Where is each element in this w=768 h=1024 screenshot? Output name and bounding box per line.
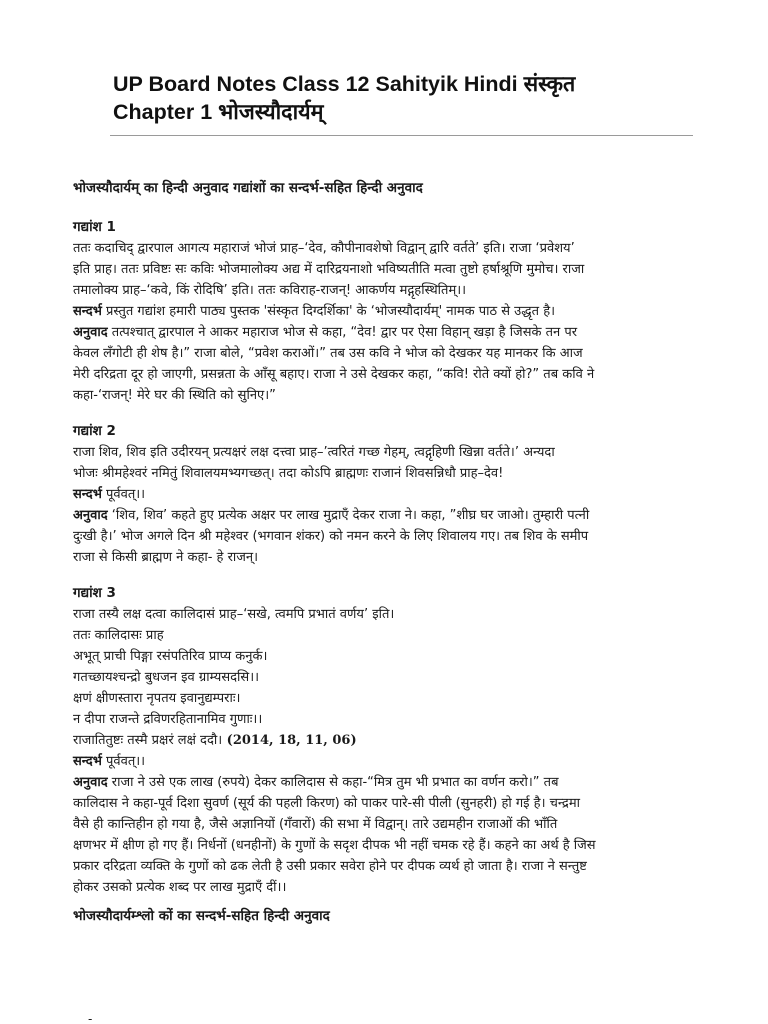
verse-line: अभूत् प्राची पिङ्गा रसंपतिरिव प्राप्य कनुर्क।	[73, 649, 268, 664]
exam-years: (2014, 18, 11, 06)	[222, 733, 357, 748]
sandarbh-text: पूर्ववत्।।	[101, 487, 146, 502]
text-line: भोजः श्रीमहेश्वरं नमितुं शिवालयमभ्यगच्छत्। तदा कोऽपि ब्राह्मणः राजानं शिवसन्निधौ प्राह–देव!	[73, 466, 504, 481]
sandarbh-label: सन्दर्भ	[73, 304, 102, 319]
anuvad-text: ‘शिव, शिव’ कहते हुए प्रत्येक अक्षर पर लाख मुद्राएँ देकर राजा ने। कहा, ”शीघ्र घर जाओ। तुम्हारी पत्नी	[107, 508, 590, 523]
sandarbh	[73, 751, 713, 772]
verse-line: न दीपा राजन्ते द्रविणरहितानामिव गुणाः।।	[73, 712, 263, 727]
title-line-1: UP Board Notes Class 12 Sahityik Hindi संस्कृत	[113, 72, 576, 96]
text-line: प्रकार दरिद्रता व्यक्ति के गुणों को ढक लेती है उसी प्रकार सवेरा होने पर दीपक व्यर्थ हो जाता है। राजा ने सन्तुष्ट	[73, 859, 587, 874]
text-line: कालिदास ने कहा-पूर्व दिशा सुवर्ण (सूर्य की पहली किरण) को पाकर पारे-सी पीली (सुनहरी) हो गई है। चन्द्रमा	[73, 796, 580, 811]
text-line: राजातितुष्टः तस्मै प्रक्षरं लक्षं ददौ।	[73, 733, 223, 748]
passage-heading: गद्यांश 3	[73, 585, 116, 601]
passage-sanskrit-text	[73, 442, 713, 484]
passage-sanskrit-text	[73, 238, 713, 301]
text-line: राजा से किसी ब्राह्मण ने कहा- हे राजन्।	[73, 550, 259, 565]
text-line: ततः कदाचिद् द्वारपाल आगत्य महाराजं भोजं प्राह–‘देव, कौपीनावशेषो विद्वान् द्वारि वर्तते’ इति। राजा ‘प्रवेशय’	[73, 241, 575, 256]
text-line: ततः कालिदासः प्राह	[73, 628, 164, 643]
anuvad	[73, 505, 713, 568]
sandarbh-text: प्रस्तुत गद्यांश हमारी पाठ्य पुस्तक 'संस्कृत दिग्दर्शिका' के ‘भोजस्यौदार्यम्' नामक पाठ से उद्धृत है।	[101, 304, 556, 319]
cutoff-text-fragment: -	[88, 1012, 93, 1024]
sandarbh	[73, 484, 713, 505]
passage-heading: गद्यांश 2	[73, 423, 116, 439]
anuvad-text: तत्पश्चात् द्वारपाल ने आकर महाराज भोज से कहा, “देव! द्वार पर ऐसा विहान् खड़ा है जिसके तन पर	[107, 325, 578, 340]
text-line: कहा-‘राजन्! मेरे घर की स्थिति को सुनिए।”	[73, 388, 276, 403]
title-line-2: Chapter 1 भोजस्यौदार्यम्	[113, 100, 324, 124]
passage-sanskrit-text	[73, 604, 713, 751]
anuvad-text: राजा ने उसे एक लाख (रुपये) देकर कालिदास से कहा-“मित्र तुम भी प्रभात का वर्णन करो।” तब	[107, 775, 559, 790]
page-title	[113, 70, 673, 126]
text-line: राजा शिव, शिव इति उदीरयन् प्रत्यक्षरं लक्ष दत्त्वा प्राह–’त्वरितं गच्छ गेहम्, त्वद्गृहिणी खिन्ना वर्तते।’ अन्यदा	[73, 445, 555, 460]
text-line: केवल लँगोटी ही शेष है।” राजा बोले, “प्रवेश कराओं।” तब उस कवि ने भोज को देखकर यह मानकर कि आज	[73, 346, 583, 361]
sandarbh-label: सन्दर्भ	[73, 754, 102, 769]
text-line: तमालोक्य प्राह–‘कवे, किं रोदिषि’ इति। ततः कविराह-राजन्! आकर्णय मद्गृहस्थितिम्।।	[73, 283, 467, 298]
anuvad-label: अनुवाद	[73, 775, 108, 790]
verse-line: गतच्छायश्चन्द्रो बुधजन इव ग्राम्यसदसि।।	[73, 670, 260, 685]
section-heading: भोजस्यौदार्यम् का हिन्दी अनुवाद गद्यांशों का सन्दर्भ-सहित हिन्दी अनुवाद	[73, 180, 423, 196]
text-line: इति प्राह। ततः प्रविष्टः सः कविः भोजमालोक्य अद्य में दारिद्रयनाशो भविष्यतीति मत्वा तुष्टो हर्षाश्रूणि मुमोच। राजा	[73, 262, 585, 277]
sandarbh-label: सन्दर्भ	[73, 487, 102, 502]
passage-1	[73, 217, 713, 406]
section-heading: भोजस्यौदार्यम्श्लो कों का सन्दर्भ-सहित हिन्दी अनुवाद	[73, 908, 330, 924]
anuvad	[73, 772, 713, 898]
anuvad-label: अनुवाद	[73, 508, 108, 523]
text-line: दुःखी है।’ भोज अगले दिन श्री महेश्वर (भगवान शंकर) को नमन करने के लिए शिवालय गए। तब शिव के समीप	[73, 529, 589, 544]
article-body	[73, 178, 713, 927]
sandarbh-text: पूर्ववत्।।	[101, 754, 146, 769]
text-line: क्षणभर में क्षीण हो गए हैं। निर्धनों (धनहीनों) के गुणों के सदृश दीपक भी नहीं चमक रहे हैं। कहने का अर्थ है जिस	[73, 838, 596, 853]
anuvad	[73, 322, 713, 406]
text-line: वैसे ही कान्तिहीन हो गया है, जैसे अज्ञानियों (गँवारों) की सभा में विद्वान्। तारे उद्यमहीन राजाओं की भाँति	[73, 817, 558, 832]
passage-heading: गद्यांश 1	[73, 219, 116, 235]
text-line: राजा तस्यै लक्ष दत्वा कालिदासं प्राह–‘सखे, त्वमपि प्रभातं वर्णय’ इति।	[73, 607, 395, 622]
passage-3	[73, 583, 713, 898]
text-line: होकर उसको प्रत्येक शब्द पर लाख मुद्राएँ दीं।।	[73, 880, 287, 895]
passage-2	[73, 421, 713, 568]
title-divider	[110, 135, 693, 136]
sandarbh	[73, 301, 713, 322]
text-line: मेरी दरिद्रता दूर हो जाएगी, प्रसन्नता के आँसू बहाए। राजा ने उसे देखकर कहा, “कवि! रोते क्यों हो?” तब कवि ने	[73, 367, 595, 382]
verse-line: क्षणं क्षीणस्तारा नृपतय इवानुद्यम्पराः।	[73, 691, 241, 706]
anuvad-label: अनुवाद	[73, 325, 108, 340]
